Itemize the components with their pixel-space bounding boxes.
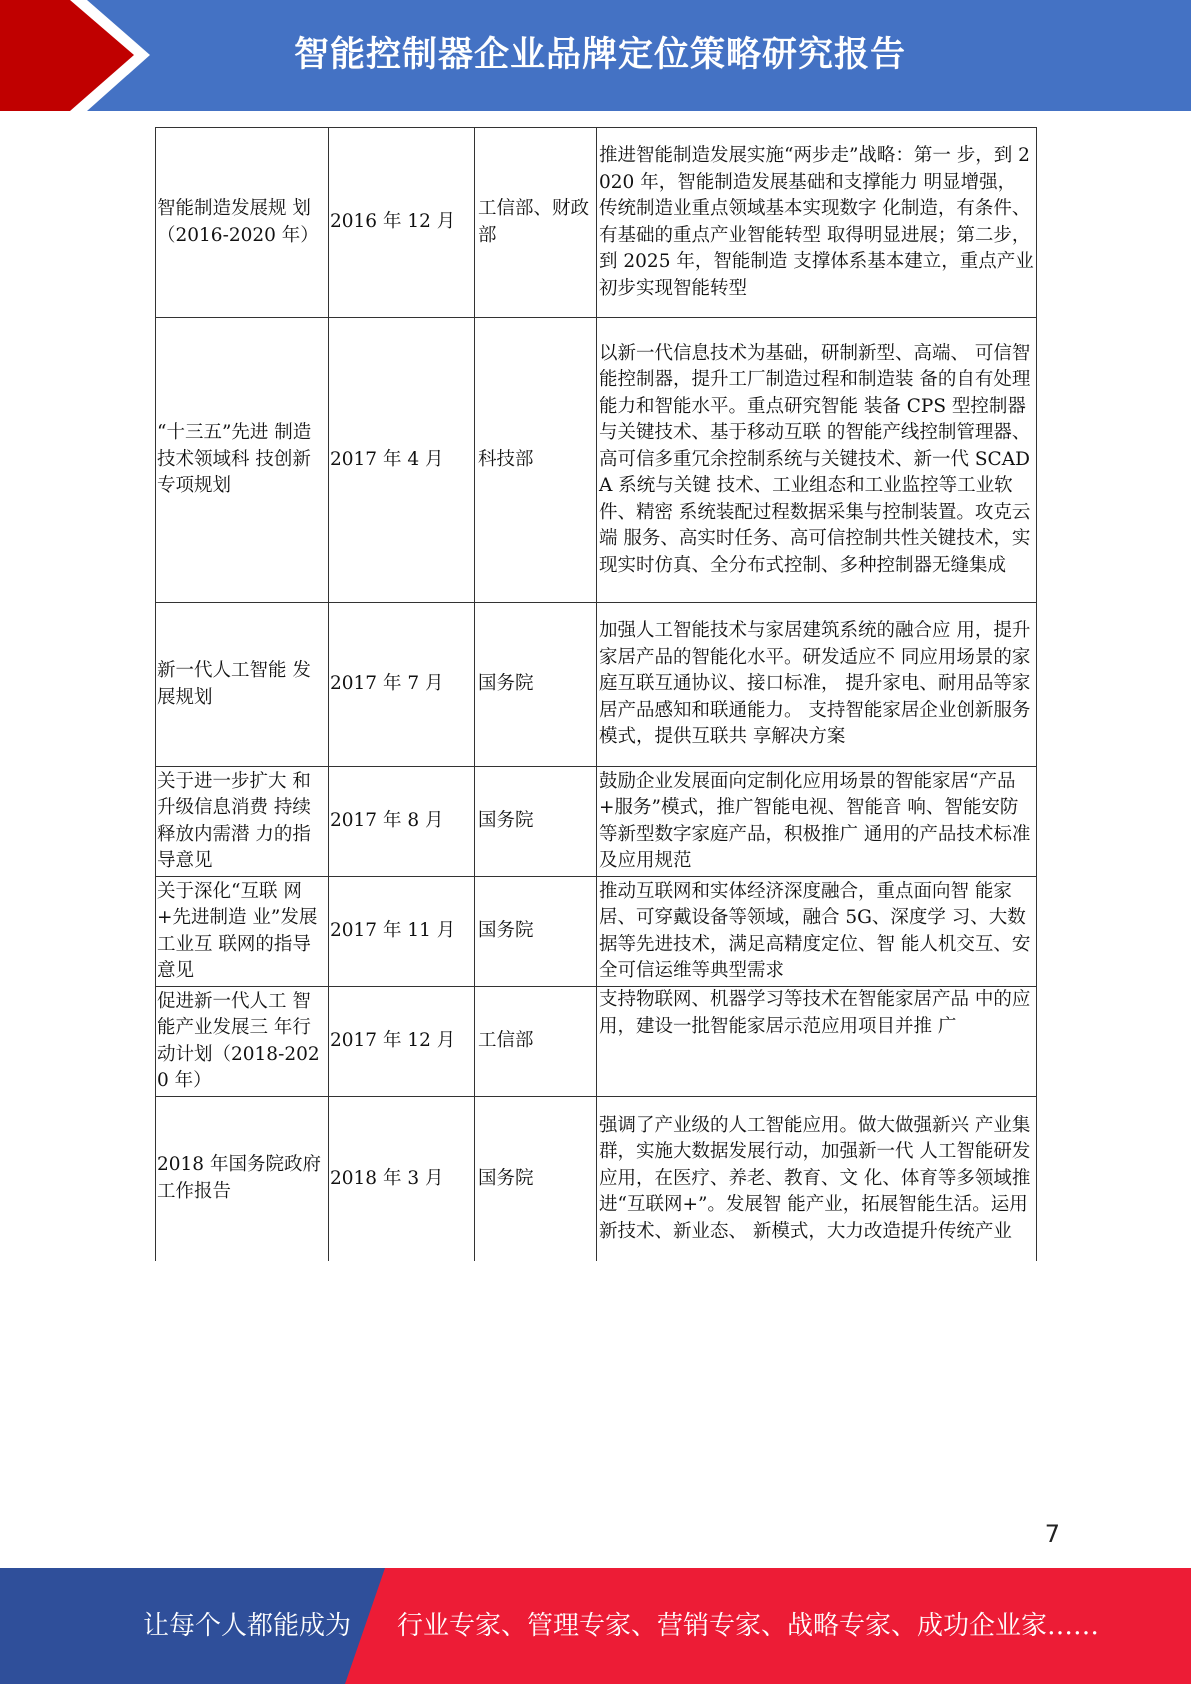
policy-name-cell: 新一代人工智能 发展规划 — [156, 603, 329, 767]
policy-name-cell: 关于进一步扩大 和升级信息消费 持续释放内需潜 力的指导意见 — [156, 767, 329, 877]
policy-dept-cell: 国务院 — [475, 767, 597, 877]
footer-slogan-right: 行业专家、管理专家、营销专家、战略专家、成功企业家…… — [397, 1611, 1100, 1641]
page-number: 7 — [1044, 1520, 1060, 1548]
policy-name-cell: 关于深化“互联 网+先进制造 业”发展工业互 联网的指导意见 — [156, 877, 329, 987]
policy-date-cell: 2017 年 7 月 — [329, 603, 475, 767]
policy-date-cell: 2018 年 3 月 — [329, 1097, 475, 1261]
policy-desc-cell: 加强人工智能技术与家居建筑系统的融合应 用，提升家居产品的智能化水平。研发适应不 同应用场景的家庭互联互通协议、接口标准， 提升家电、耐用品等家居产品感知和联通能力。 支持智能家居企业创新服务模式，提供互联共 享解决方案 — [597, 603, 1037, 767]
policy-date-cell: 2017 年 11 月 — [329, 877, 475, 987]
policy-dept-cell: 工信部 — [475, 987, 597, 1097]
header-arrow-icon — [0, 0, 136, 111]
policy-name-cell: 2018 年国务院政府工作报告 — [156, 1097, 329, 1261]
policy-dept-cell: 国务院 — [475, 1097, 597, 1261]
table-row — [156, 1097, 1037, 1261]
policy-desc-cell: 推进智能制造发展实施“两步走”战略：第一 步，到 2020 年，智能制造发展基础和支撑能力 明显增强，传统制造业重点领域基本实现数字 化制造，有条件、有基础的重点产业智能转型 取得明显进展；第二步，到 2025 年，智能制造 支撑体系基本建立，重点产业初步实现智能转型 — [597, 128, 1037, 318]
footer-slogan-left: 让每个人都能成为 — [143, 1611, 352, 1641]
policy-table — [155, 127, 1037, 1261]
page-header — [0, 0, 1191, 111]
table-row — [156, 603, 1037, 767]
policy-name-cell: 促进新一代人工 智能产业发展三 年行动计划（2018-2020 年） — [156, 987, 329, 1097]
page-footer — [0, 1568, 1191, 1684]
policy-desc-cell: 推动互联网和实体经济深度融合，重点面向智 能家居、可穿戴设备等领域，融合 5G、深度学 习、大数据等先进技术，满足高精度定位、智 能人机交互、安全可信运维等典型需求 — [597, 877, 1037, 987]
policy-desc-cell: 鼓励企业发展面向定制化应用场景的智能家居“产品+服务”模式，推广智能电视、智能音 响、智能安防等新型数字家庭产品，积极推广 通用的产品技术标准及应用规范 — [597, 767, 1037, 877]
report-title: 智能控制器企业品牌定位策略研究报告 — [293, 35, 906, 75]
table-row — [156, 767, 1037, 877]
table-row — [156, 318, 1037, 603]
policy-name-cell: 智能制造发展规 划（2016-2020 年） — [156, 128, 329, 318]
policy-name-cell: “十三五”先进 制造技术领域科 技创新专项规划 — [156, 318, 329, 603]
policy-dept-cell: 国务院 — [475, 603, 597, 767]
policy-date-cell: 2017 年 12 月 — [329, 987, 475, 1097]
policy-date-cell: 2016 年 12 月 — [329, 128, 475, 318]
policy-dept-cell: 工信部、财政部 — [475, 128, 597, 318]
policy-date-cell: 2017 年 8 月 — [329, 767, 475, 877]
policy-dept-cell: 科技部 — [475, 318, 597, 603]
table-row — [156, 877, 1037, 987]
policy-desc-cell: 强调了产业级的人工智能应用。做大做强新兴 产业集群，实施大数据发展行动，加强新一代 人工智能研发应用，在医疗、养老、教育、文 化、体育等多领域推进“互联网+”。发展智 能产业，拓展智能生活。运用新技术、新业态、 新模式，大力改造提升传统产业 — [597, 1097, 1037, 1261]
policy-desc-cell: 以新一代信息技术为基础，研制新型、高端、 可信智能控制器，提升工厂制造过程和制造装 备的自有处理能力和智能水平。重点研究智能 装备 CPS 型控制器与关键技术、基于移动互联 的智能产线控制管理器、高可信多重冗余控制系统与关键技术、新一代 SCADA 系统与关键 技术、工业组态和工业监控等工业软件、精密 系统装配过程数据采集与控制装置。攻克云端 服务、高实时任务、高可信控制共性关键技术，实现实时仿真、全分布式控制、多种控制器无缝集成 — [597, 318, 1037, 603]
policy-date-cell: 2017 年 4 月 — [329, 318, 475, 603]
table-row — [156, 987, 1037, 1097]
table-row — [156, 128, 1037, 318]
policy-dept-cell: 国务院 — [475, 877, 597, 987]
policy-desc-cell: 支持物联网、机器学习等技术在智能家居产品 中的应用，建设一批智能家居示范应用项目并推 广 — [597, 987, 1037, 1097]
